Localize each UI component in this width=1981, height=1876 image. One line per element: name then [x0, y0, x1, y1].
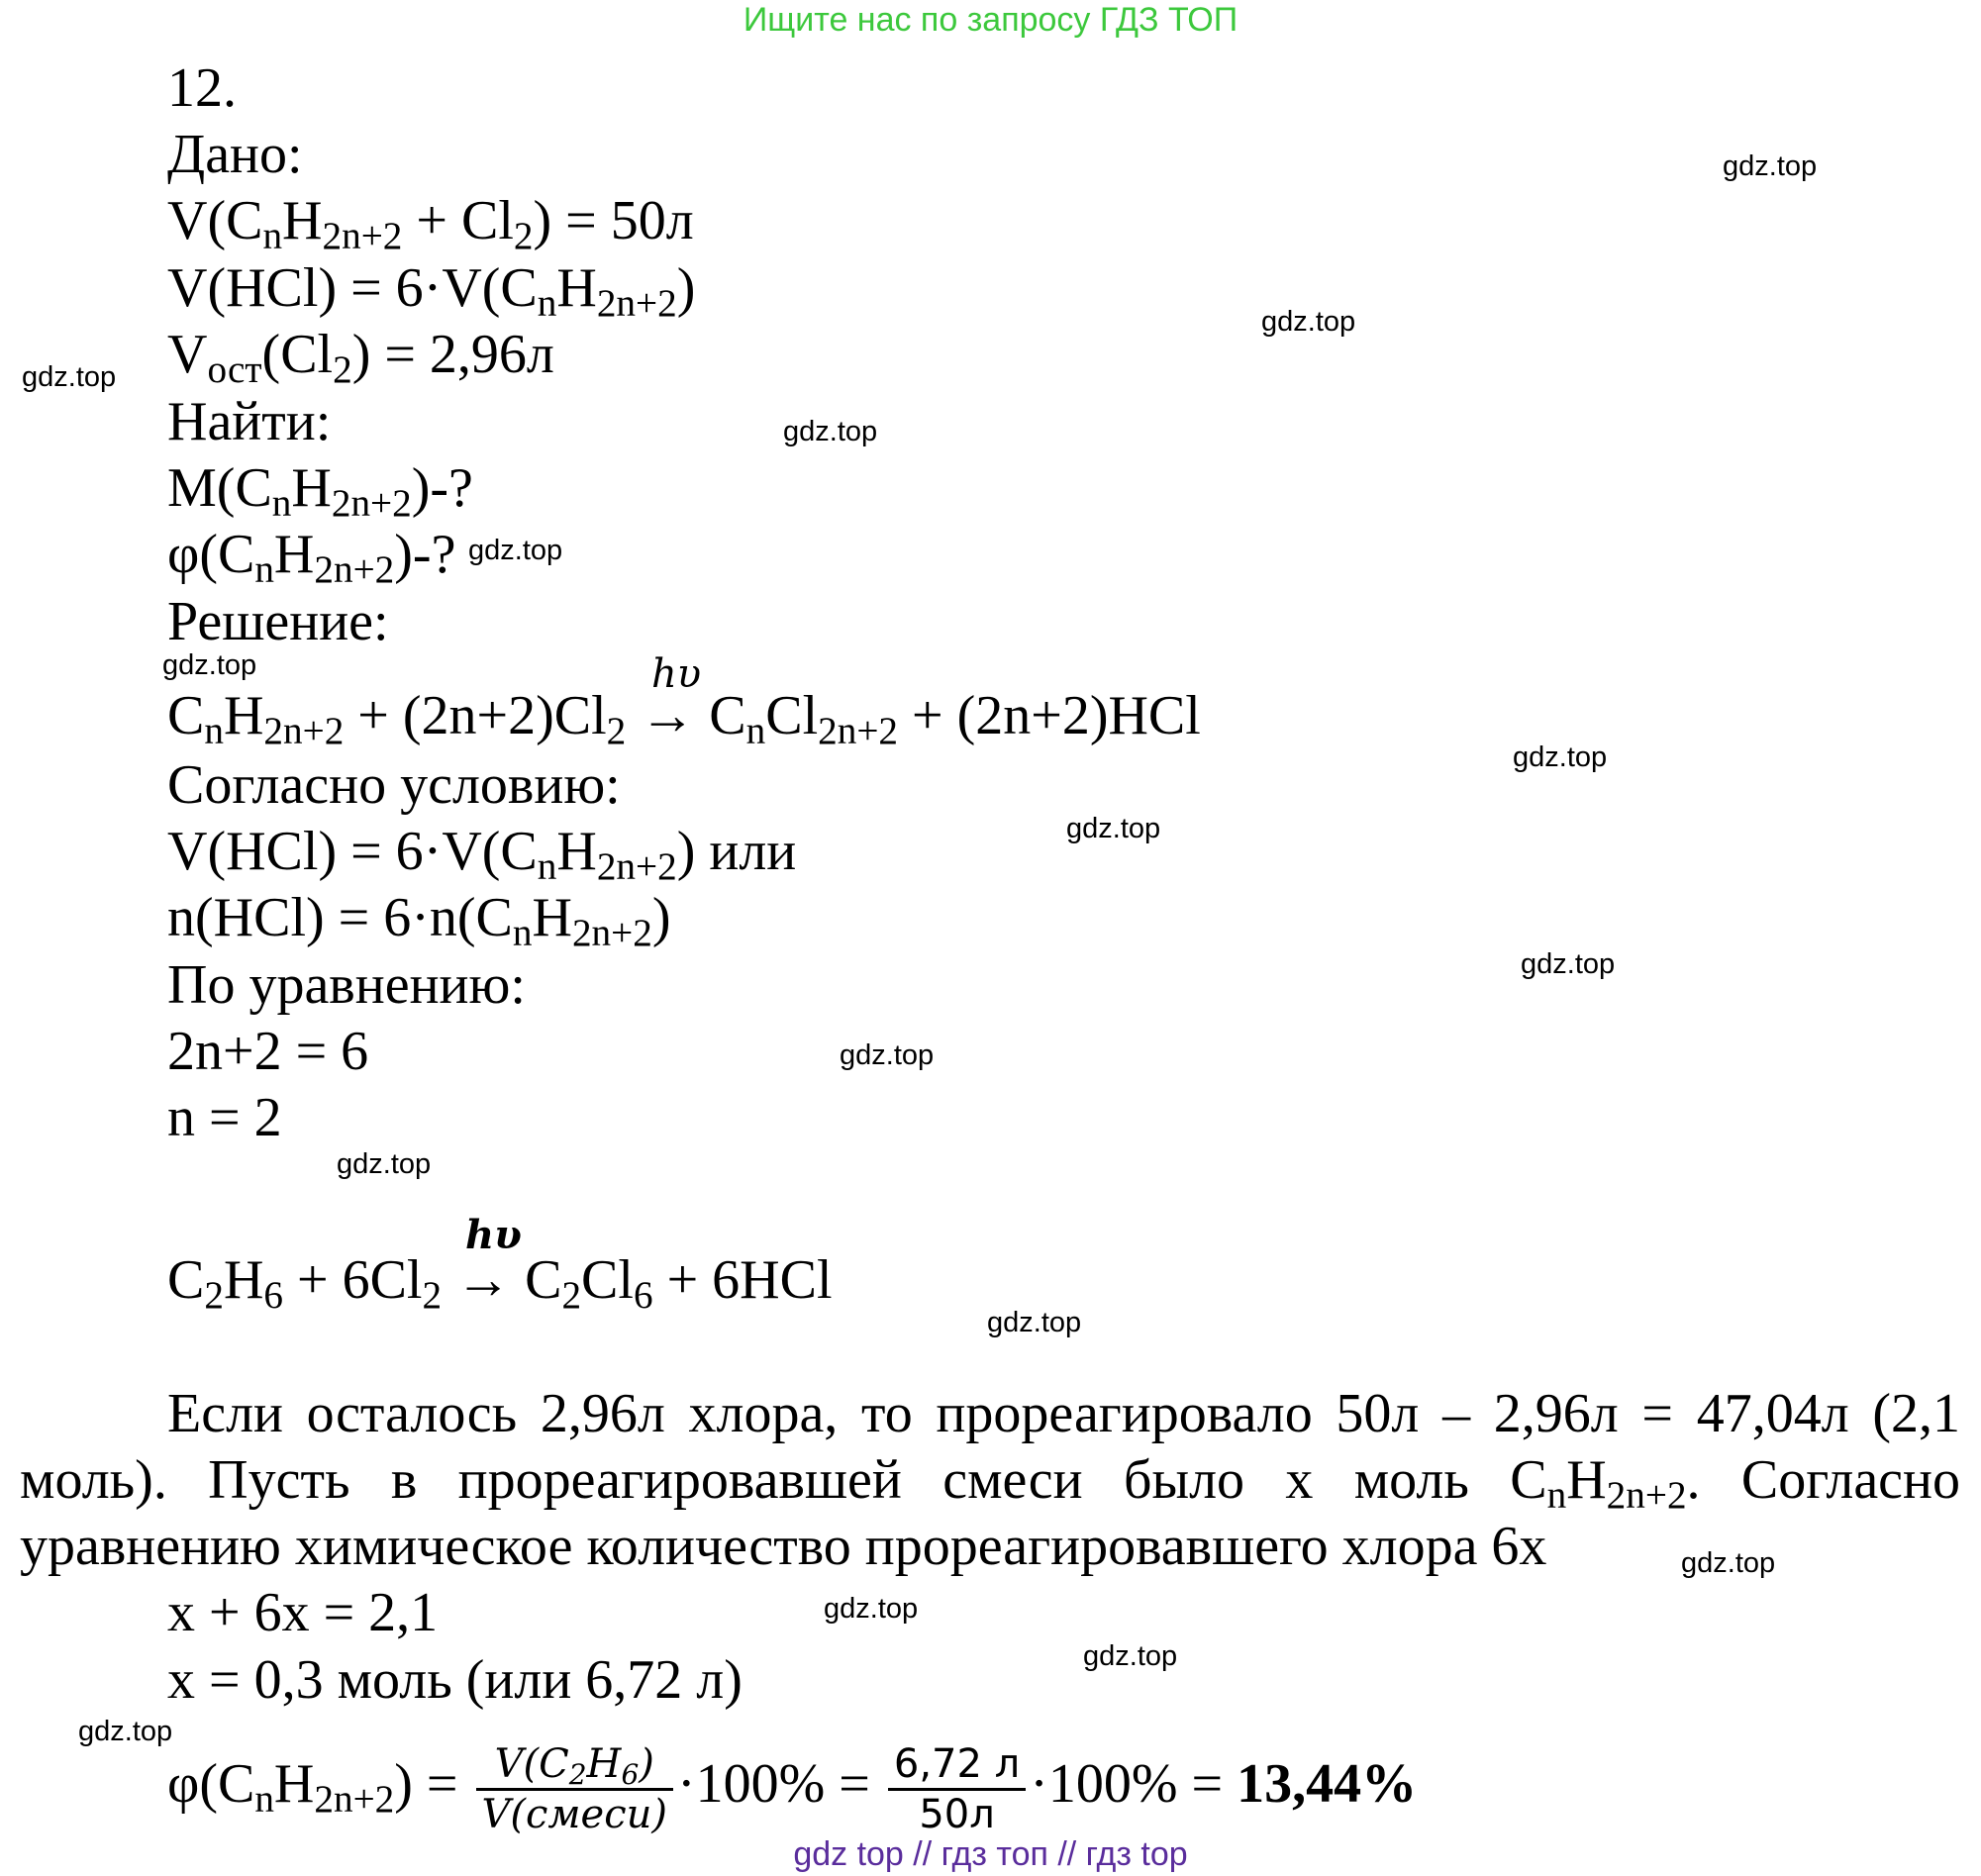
- watermark: gdz.top: [1066, 813, 1161, 844]
- watermark: gdz.top: [337, 1148, 432, 1180]
- given-line-3: $V_{ост}(Cl_2) = 2,96л$: [167, 324, 554, 391]
- equation-ethane: $C_2H_6 + 6Cl_2 \to C_2Cl_6 + 6HCl$: [167, 1249, 833, 1317]
- given-line-1: $V(C_nH_{2n+2} + Cl_2) = 50л$: [167, 190, 694, 257]
- watermark: gdz.top: [162, 649, 257, 681]
- watermark: gdz.top: [824, 1593, 919, 1625]
- watermark: gdz.top: [1513, 741, 1608, 773]
- watermark: gdz.top: [1521, 948, 1616, 980]
- find-heading: Найти:: [167, 391, 332, 452]
- task-number: 12.: [167, 57, 237, 119]
- watermark: gdz.top: [22, 361, 117, 393]
- by-equation-heading: По уравнению:: [167, 954, 526, 1016]
- find-line-2: $\varphi(C_nH_{2n+2})-$?: [167, 524, 456, 591]
- equation-x-2: x = 0,3 моль (или 6,72 л): [167, 1649, 743, 1711]
- final-formula: $\varphi(C_nH_{2n+2})$ = $\frac{V(C_2H_6)}{\text{V(смеси)}}$ ·100% = $\frac{6,72 л}{50л}$ ·100% = 13,44%: [167, 1740, 1418, 1837]
- given-line-2: $V(HCl) = 6\cdot V(C_nH_{2n+2})$: [167, 257, 696, 325]
- watermark: gdz.top: [1083, 1640, 1178, 1672]
- watermark: gdz.top: [1681, 1547, 1776, 1579]
- solution-heading: Решение:: [167, 591, 389, 652]
- condition-line-1: $V(HCl) = 6\cdot V(C_nH_{2n+2})$ или: [167, 821, 797, 888]
- fraction-values: $\frac{6,72 л}{50л}$: [888, 1740, 1026, 1838]
- fraction-volume-ratio: $\frac{V(C_2H_6)}{\text{V(смеси)}}$: [476, 1740, 674, 1838]
- reaction-condition-1: hυ: [651, 651, 702, 697]
- watermark: gdz.top: [840, 1039, 935, 1071]
- equation-x-1: x + 6x = 2,1: [167, 1582, 439, 1643]
- given-heading: Дано:: [167, 124, 303, 185]
- condition-line-2: $n(HCl) = 6\cdot n(C_nH_{2n+2})$: [167, 887, 671, 954]
- explanation-paragraph: Если осталось 2,96л хлора, то прореагировало 50л – 2,96л = 47,04л (2,1 моль). Пусть в прореагировавшей смеси было x моль $C_nH_{2n+2}$. Согласно уравнению химическое количество прореагировавшего хлора 6x: [20, 1383, 1960, 1577]
- bottom-banner[interactable]: gdz top // гдз топ // гдз top: [793, 1835, 1188, 1873]
- condition-heading: Согласно условию:: [167, 754, 621, 816]
- find-line-1: $M(C_nH_{2n+2})-$?: [167, 457, 473, 525]
- equation-general: $C_nH_{2n+2} + (2n+2)Cl_2 \to C_nCl_{2n+2} + (2n+2)HCl$: [167, 685, 1201, 752]
- equation-n-1: 2n+2 = 6: [167, 1021, 369, 1082]
- final-result: 13,44%: [1237, 1753, 1418, 1815]
- watermark: gdz.top: [1261, 306, 1356, 338]
- top-banner[interactable]: Ищите нас по запросу ГДЗ ТОП: [743, 1, 1238, 39]
- watermark: gdz.top: [783, 416, 878, 447]
- watermark: gdz.top: [78, 1716, 173, 1747]
- watermark: gdz.top: [468, 535, 563, 566]
- equation-n-2: n = 2: [167, 1087, 282, 1148]
- reaction-condition-2: hυ: [465, 1212, 522, 1258]
- watermark: gdz.top: [1723, 150, 1818, 182]
- watermark: gdz.top: [987, 1307, 1082, 1338]
